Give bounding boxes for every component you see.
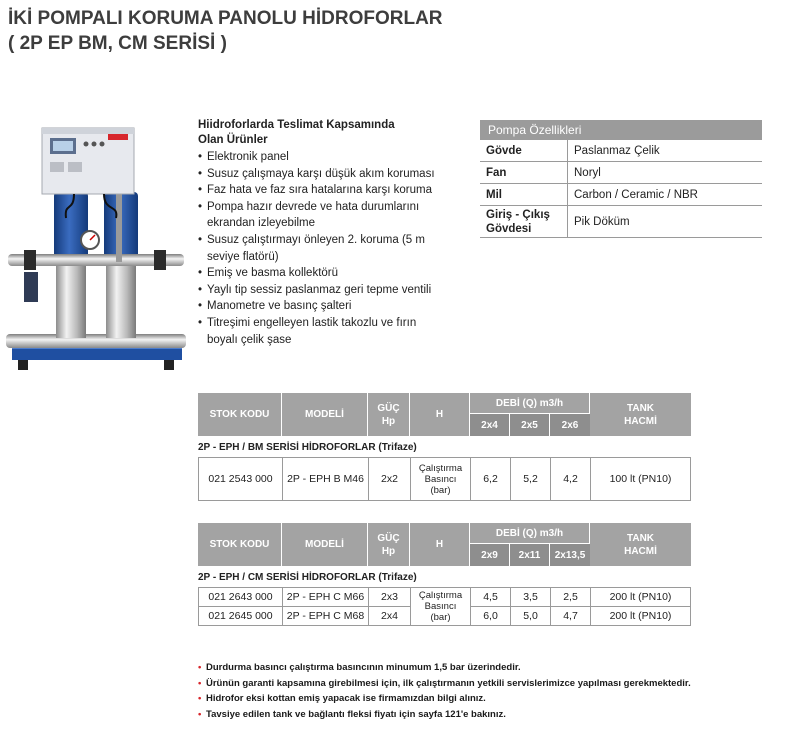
- cell-flow-2: 3,5: [510, 587, 550, 607]
- series-title-cm: 2P - EPH / CM SERİSİ HİDROFORLAR (Trifaze): [198, 572, 417, 583]
- cell-flow-1: 6,0: [470, 607, 510, 626]
- cell-flow-2: 5,0: [510, 607, 550, 626]
- col-flow-2: 2x5: [510, 413, 550, 436]
- col-power: GÜÇ Hp: [368, 393, 410, 436]
- notes-list: [198, 660, 691, 722]
- col-stock-code: STOK KODU: [198, 523, 282, 566]
- col-stock-code: STOK KODU: [198, 393, 282, 436]
- cell-stock-code: 021 2643 000: [198, 587, 282, 607]
- cell-flow-3: 2,5: [550, 587, 590, 607]
- product-image: [4, 122, 194, 387]
- spec-table-cm: [198, 523, 691, 626]
- page-title: [8, 6, 443, 56]
- delivery-scope: [198, 118, 443, 348]
- feature-key: Fan: [480, 162, 568, 184]
- note-item: • Durdurma basıncı çalıştırma basıncının minumum 1,5 bar üzerindedir.: [198, 660, 691, 676]
- scope-item: • Emiş ve basma kollektörü: [198, 265, 443, 282]
- cell-flow-1: 6,2: [470, 457, 510, 501]
- note-item: • Tavsiye edilen tank ve bağlantı fleksi fiyatı için sayfa 121'e bakınız.: [198, 707, 691, 723]
- scope-item: • Yaylı tip sessiz paslanmaz geri tepme ventili: [198, 282, 443, 299]
- scope-item: • Pompa hazır devrede ve hata durumlarını ekrandan izleyebilme: [198, 199, 443, 232]
- cell-tank: 200 lt (PN10): [590, 587, 691, 607]
- cell-power: 2x3: [368, 587, 410, 607]
- delivery-scope-heading: Hiidroforlarda Teslimat Kapsamında Olan Ürünler: [198, 119, 395, 146]
- cell-pressure: Çalıştırma Basıncı (bar): [410, 587, 470, 626]
- cell-stock-code: 021 2543 000: [198, 457, 282, 501]
- col-flow: DEBİ (Q) m3/h: [470, 393, 590, 413]
- feature-key: Giriş - Çıkış Gövdesi: [480, 206, 568, 238]
- cell-power: 2x4: [368, 607, 410, 626]
- cell-pressure: Çalıştırma Basıncı (bar): [410, 457, 470, 501]
- col-flow-2: 2x11: [510, 543, 550, 566]
- cell-flow-1: 4,5: [470, 587, 510, 607]
- delivery-scope-list: [198, 149, 443, 348]
- cell-flow-3: 4,2: [550, 457, 590, 501]
- col-flow-1: 2x4: [470, 413, 510, 436]
- title-line-2: ( 2P EP BM, CM SERİSİ ): [8, 33, 227, 54]
- feature-value: Noryl: [568, 162, 763, 184]
- scope-item: • Susuz çalıştırmayı önleyen 2. koruma (5 m seviye flatörü): [198, 232, 443, 265]
- feature-row: [480, 184, 762, 206]
- scope-item: • Elektronik panel: [198, 149, 443, 166]
- cell-tank: 100 lt (PN10): [590, 457, 691, 501]
- cell-flow-2: 5,2: [510, 457, 550, 501]
- feature-value: Pik Döküm: [568, 206, 763, 238]
- scope-item: • Manometre ve basınç şalteri: [198, 298, 443, 315]
- spec-table-bm: [198, 393, 691, 501]
- col-model: MODELİ: [282, 523, 368, 566]
- cell-model: 2P - EPH C M68: [282, 607, 368, 626]
- feature-key: Gövde: [480, 140, 568, 162]
- feature-value: Carbon / Ceramic / NBR: [568, 184, 763, 206]
- note-item: • Ürünün garanti kapsamına girebilmesi için, ilk çalıştırmanın yetkili servislerimizce yapılması gerekmektedir.: [198, 676, 691, 692]
- note-item: • Hidrofor eksi kottan emiş yapacak ise firmamızdan bilgi alınız.: [198, 691, 691, 707]
- feature-row: [480, 206, 762, 238]
- pump-features-header: Pompa Özellikleri: [480, 120, 762, 140]
- col-tank: TANK HACMİ: [590, 523, 691, 566]
- title-line-1: İKİ POMPALI KORUMA PANOLU HİDROFORLAR: [8, 8, 443, 29]
- cell-stock-code: 021 2645 000: [198, 607, 282, 626]
- scope-item: • Titreşimi engelleyen lastik takozlu ve fırın boyalı çelik şase: [198, 315, 443, 348]
- feature-value: Paslanmaz Çelik: [568, 140, 763, 162]
- table-row: [198, 587, 691, 607]
- feature-row: [480, 162, 762, 184]
- cell-model: 2P - EPH B M46: [282, 457, 368, 501]
- col-flow-3: 2x13,5: [550, 543, 590, 566]
- col-flow-1: 2x9: [470, 543, 510, 566]
- col-model: MODELİ: [282, 393, 368, 436]
- cell-tank: 200 lt (PN10): [590, 607, 691, 626]
- col-h: H: [410, 523, 470, 566]
- feature-key: Mil: [480, 184, 568, 206]
- col-flow-3: 2x6: [550, 413, 590, 436]
- scope-item: • Susuz çalışmaya karşı düşük akım koruması: [198, 166, 443, 183]
- table-row: [198, 457, 691, 501]
- cell-power: 2x2: [368, 457, 410, 501]
- cell-flow-3: 4,7: [550, 607, 590, 626]
- series-title-bm: 2P - EPH / BM SERİSİ HİDROFORLAR (Trifaze): [198, 442, 417, 453]
- cell-model: 2P - EPH C M66: [282, 587, 368, 607]
- col-power: GÜÇ Hp: [368, 523, 410, 566]
- pump-features-table: [480, 120, 762, 238]
- col-tank: TANK HACMİ: [590, 393, 691, 436]
- scope-item: • Faz hata ve faz sıra hatalarına karşı koruma: [198, 182, 443, 199]
- col-flow: DEBİ (Q) m3/h: [470, 523, 590, 543]
- feature-row: [480, 140, 762, 162]
- col-h: H: [410, 393, 470, 436]
